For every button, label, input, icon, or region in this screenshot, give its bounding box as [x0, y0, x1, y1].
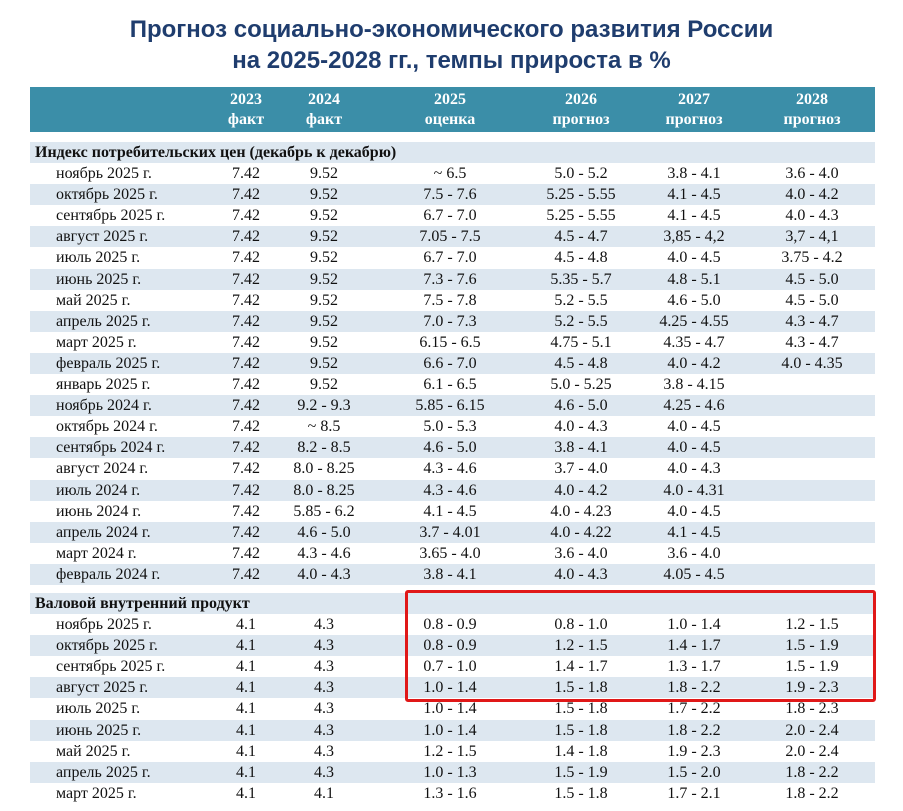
cell-2026: 0.8 - 1.0: [554, 616, 608, 634]
cell-2024: 8.0 - 8.25: [293, 460, 355, 478]
row-label: апрель 2024 г.: [56, 523, 151, 541]
cell-2024: 4.0 - 4.3: [297, 565, 351, 583]
cell-2025: 7.5 - 7.8: [423, 291, 477, 309]
cell-2027: 4.0 - 4.5: [667, 502, 721, 520]
cell-2028: 4.0 - 4.3: [785, 207, 839, 225]
cell-2024: ~ 8.5: [307, 418, 341, 436]
cell-2028: 3.6 - 4.0: [785, 165, 839, 183]
cell-2023: 7.42: [232, 397, 260, 415]
cell-2026: 1.5 - 1.8: [554, 679, 608, 697]
table-row: [30, 269, 875, 290]
cell-2025: 6.7 - 7.0: [423, 249, 477, 267]
cell-2024: 9.52: [310, 228, 338, 246]
cell-2026: 1.5 - 1.8: [554, 784, 608, 802]
cell-2023: 7.42: [232, 165, 260, 183]
column-type: прогноз: [552, 111, 610, 128]
cell-2023: 4.1: [236, 721, 256, 739]
cell-2025: 0.8 - 0.9: [423, 637, 477, 655]
table-row: [30, 416, 875, 437]
cell-2024: 4.3: [314, 700, 334, 718]
cell-2023: 7.42: [232, 439, 260, 457]
cell-2025: 4.1 - 4.5: [423, 502, 477, 520]
table-row: [30, 353, 875, 374]
row-label: май 2025 г.: [56, 291, 131, 309]
cell-2024: 4.6 - 5.0: [297, 523, 351, 541]
cell-2023: 4.1: [236, 637, 256, 655]
row-label: октябрь 2024 г.: [56, 418, 158, 436]
cell-2025: 1.0 - 1.4: [423, 679, 477, 697]
cell-2026: 4.75 - 5.1: [550, 333, 612, 351]
cell-2024: 9.52: [310, 270, 338, 288]
table-row: [30, 332, 875, 353]
cell-2027: 1.4 - 1.7: [667, 637, 721, 655]
cell-2023: 7.42: [232, 228, 260, 246]
cell-2026: 4.5 - 4.8: [554, 354, 608, 372]
cell-2028: 3,7 - 4,1: [785, 228, 839, 246]
cell-2026: 1.4 - 1.7: [554, 658, 608, 676]
table-row: [30, 720, 875, 741]
cell-2024: 4.3: [314, 763, 334, 781]
cell-2028: 1.8 - 2.3: [785, 700, 839, 718]
column-type: факт: [305, 111, 343, 128]
row-label: январь 2025 г.: [56, 376, 151, 394]
cell-2028: 1.2 - 1.5: [785, 616, 839, 634]
cell-2028: 1.9 - 2.3: [785, 679, 839, 697]
table-row: [30, 564, 875, 585]
row-label: июль 2025 г.: [56, 700, 141, 718]
cell-2026: 5.2 - 5.5: [554, 291, 608, 309]
cell-2026: 4.0 - 4.22: [550, 523, 612, 541]
cell-2023: 4.1: [236, 616, 256, 634]
table-row: [30, 247, 875, 268]
column-header-2027: [634, 90, 754, 130]
table-row: [30, 480, 875, 501]
cell-2024: 5.85 - 6.2: [293, 502, 355, 520]
section-gap: [30, 585, 875, 593]
column-header-2024: [279, 90, 369, 130]
table-row: [30, 656, 875, 677]
cell-2025: 1.0 - 1.4: [423, 721, 477, 739]
table-row: [30, 762, 875, 783]
column-year: 2025: [434, 91, 466, 108]
cell-2023: 7.42: [232, 333, 260, 351]
cell-2027: 4.8 - 5.1: [667, 270, 721, 288]
cell-2026: 4.0 - 4.3: [554, 565, 608, 583]
cell-2026: 4.0 - 4.23: [550, 502, 612, 520]
cell-2023: 7.42: [232, 418, 260, 436]
cell-2025: 6.15 - 6.5: [419, 333, 481, 351]
cell-2024: 4.3: [314, 637, 334, 655]
cell-2024: 9.52: [310, 312, 338, 330]
cell-2026: 1.2 - 1.5: [554, 637, 608, 655]
cell-2024: 9.52: [310, 249, 338, 267]
row-label: ноябрь 2024 г.: [56, 397, 152, 415]
table-row: [30, 458, 875, 479]
cell-2026: 4.6 - 5.0: [554, 397, 608, 415]
column-header-2025: [375, 90, 525, 130]
cell-2026: 1.5 - 1.8: [554, 721, 608, 739]
cell-2027: 4.0 - 4.5: [667, 249, 721, 267]
cell-2025: 1.2 - 1.5: [423, 742, 477, 760]
row-label: июнь 2024 г.: [56, 502, 142, 520]
table-row: [30, 783, 875, 804]
cell-2027: 1.8 - 2.2: [667, 721, 721, 739]
cell-2027: 4.0 - 4.5: [667, 439, 721, 457]
table-row: [30, 635, 875, 656]
cell-2025: 1.0 - 1.4: [423, 700, 477, 718]
row-label: сентябрь 2025 г.: [56, 658, 166, 676]
cell-2026: 5.0 - 5.2: [554, 165, 608, 183]
column-year: 2023: [230, 91, 262, 108]
cell-2027: 1.0 - 1.4: [667, 616, 721, 634]
row-label: февраль 2024 г.: [56, 565, 161, 583]
cell-2024: 4.1: [314, 784, 334, 802]
section-title: Валовой внутренний продукт: [35, 594, 250, 612]
cell-2023: 7.42: [232, 544, 260, 562]
cell-2026: 1.5 - 1.9: [554, 763, 608, 781]
cell-2028: 2.0 - 2.4: [785, 721, 839, 739]
cell-2023: 7.42: [232, 207, 260, 225]
cell-2028: 4.3 - 4.7: [785, 333, 839, 351]
row-label: сентябрь 2024 г.: [56, 439, 166, 457]
cell-2025: ~ 6.5: [433, 165, 467, 183]
cell-2028: 1.5 - 1.9: [785, 658, 839, 676]
cell-2024: 9.52: [310, 291, 338, 309]
page-title: [0, 14, 903, 76]
table-row: [30, 395, 875, 416]
cell-2025: 3.8 - 4.1: [423, 565, 477, 583]
cell-2024: 8.2 - 8.5: [297, 439, 351, 457]
column-year: 2028: [796, 91, 828, 108]
cell-2023: 7.42: [232, 502, 260, 520]
cell-2028: 4.5 - 5.0: [785, 270, 839, 288]
cell-2027: 3,85 - 4,2: [663, 228, 725, 246]
cell-2026: 1.4 - 1.8: [554, 742, 608, 760]
cell-2027: 1.9 - 2.3: [667, 742, 721, 760]
cell-2024: 8.0 - 8.25: [293, 481, 355, 499]
cell-2025: 6.7 - 7.0: [423, 207, 477, 225]
cell-2026: 5.25 - 5.55: [546, 207, 616, 225]
row-label: июль 2024 г.: [56, 481, 141, 499]
cell-2025: 3.7 - 4.01: [419, 523, 481, 541]
row-label: март 2025 г.: [56, 333, 137, 351]
table-header: [30, 87, 875, 132]
cell-2026: 4.0 - 4.3: [554, 418, 608, 436]
table-row: [30, 501, 875, 522]
column-header-2028: [752, 90, 872, 130]
table-row: [30, 698, 875, 719]
cell-2023: 4.1: [236, 700, 256, 718]
table-row: [30, 290, 875, 311]
row-label: август 2024 г.: [56, 460, 149, 478]
cell-2023: 7.42: [232, 460, 260, 478]
row-label: февраль 2025 г.: [56, 354, 161, 372]
cell-2027: 1.3 - 1.7: [667, 658, 721, 676]
cell-2027: 4.1 - 4.5: [667, 207, 721, 225]
cell-2023: 4.1: [236, 679, 256, 697]
cell-2025: 0.8 - 0.9: [423, 616, 477, 634]
cell-2028: 1.8 - 2.2: [785, 784, 839, 802]
table-row: [30, 374, 875, 395]
table-row: [30, 163, 875, 184]
cell-2023: 7.42: [232, 270, 260, 288]
cell-2027: 4.1 - 4.5: [667, 523, 721, 541]
cell-2025: 6.6 - 7.0: [423, 354, 477, 372]
row-label: март 2025 г.: [56, 784, 137, 802]
cell-2028: 4.0 - 4.2: [785, 186, 839, 204]
cell-2027: 1.5 - 2.0: [667, 763, 721, 781]
cell-2023: 7.42: [232, 186, 260, 204]
cell-2023: 4.1: [236, 742, 256, 760]
column-year: 2027: [678, 91, 710, 108]
cell-2028: 2.0 - 2.4: [785, 742, 839, 760]
table-row: [30, 205, 875, 226]
cell-2023: 7.42: [232, 291, 260, 309]
cell-2023: 4.1: [236, 763, 256, 781]
cell-2026: 5.25 - 5.55: [546, 186, 616, 204]
cell-2026: 3.8 - 4.1: [554, 439, 608, 457]
cell-2026: 5.2 - 5.5: [554, 312, 608, 330]
row-label: май 2025 г.: [56, 742, 131, 760]
row-label: апрель 2025 г.: [56, 763, 151, 781]
cell-2024: 4.3: [314, 658, 334, 676]
row-label: июль 2025 г.: [56, 249, 141, 267]
cell-2027: 4.0 - 4.2: [667, 354, 721, 372]
cell-2024: 4.3: [314, 742, 334, 760]
table-row: [30, 522, 875, 543]
row-label: октябрь 2025 г.: [56, 637, 158, 655]
cell-2025: 4.6 - 5.0: [423, 439, 477, 457]
cell-2026: 5.35 - 5.7: [550, 270, 612, 288]
row-label: август 2025 г.: [56, 228, 149, 246]
cell-2024: 4.3: [314, 679, 334, 697]
cell-2024: 9.52: [310, 165, 338, 183]
cell-2025: 0.7 - 1.0: [423, 658, 477, 676]
cell-2027: 1.7 - 2.2: [667, 700, 721, 718]
table-row: [30, 226, 875, 247]
cell-2027: 3.8 - 4.1: [667, 165, 721, 183]
cell-2026: 4.5 - 4.8: [554, 249, 608, 267]
cell-2028: 1.8 - 2.2: [785, 763, 839, 781]
column-year: 2026: [565, 91, 597, 108]
cell-2026: 4.0 - 4.2: [554, 481, 608, 499]
cell-2027: 4.0 - 4.5: [667, 418, 721, 436]
row-label: июнь 2025 г.: [56, 721, 142, 739]
row-label: ноябрь 2025 г.: [56, 165, 152, 183]
cell-2027: 4.35 - 4.7: [663, 333, 725, 351]
section-header: [30, 142, 875, 163]
cell-2027: 4.6 - 5.0: [667, 291, 721, 309]
cell-2025: 7.5 - 7.6: [423, 186, 477, 204]
column-type: прогноз: [783, 111, 841, 128]
cell-2023: 7.42: [232, 565, 260, 583]
title-line-1: Прогноз социально-экономического развития России: [129, 16, 774, 43]
cell-2027: 4.25 - 4.55: [659, 312, 729, 330]
cell-2025: 4.3 - 4.6: [423, 460, 477, 478]
cell-2025: 4.3 - 4.6: [423, 481, 477, 499]
cell-2028: 1.5 - 1.9: [785, 637, 839, 655]
cell-2024: 4.3: [314, 721, 334, 739]
cell-2024: 9.2 - 9.3: [297, 397, 351, 415]
cell-2027: 4.25 - 4.6: [663, 397, 725, 415]
cell-2027: 4.0 - 4.31: [663, 481, 725, 499]
cell-2028: 4.0 - 4.35: [781, 354, 843, 372]
column-type: прогноз: [665, 111, 723, 128]
column-type: оценка: [424, 111, 476, 128]
cell-2026: 3.6 - 4.0: [554, 544, 608, 562]
cell-2026: 5.0 - 5.25: [550, 376, 612, 394]
table-row: [30, 614, 875, 635]
section-header: [30, 593, 875, 614]
row-label: август 2025 г.: [56, 679, 149, 697]
cell-2023: 7.42: [232, 249, 260, 267]
row-label: апрель 2025 г.: [56, 312, 151, 330]
cell-2025: 5.85 - 6.15: [415, 397, 485, 415]
cell-2027: 4.05 - 4.5: [663, 565, 725, 583]
cell-2024: 4.3: [314, 616, 334, 634]
row-label: сентябрь 2025 г.: [56, 207, 166, 225]
cell-2027: 1.8 - 2.2: [667, 679, 721, 697]
cell-2025: 1.0 - 1.3: [423, 763, 477, 781]
cell-2028: 4.3 - 4.7: [785, 312, 839, 330]
cell-2024: 9.52: [310, 207, 338, 225]
cell-2028: 3.75 - 4.2: [781, 249, 843, 267]
cell-2028: 4.5 - 5.0: [785, 291, 839, 309]
cell-2023: 4.1: [236, 658, 256, 676]
cell-2027: 3.8 - 4.15: [663, 376, 725, 394]
cell-2025: 7.05 - 7.5: [419, 228, 481, 246]
cell-2024: 9.52: [310, 186, 338, 204]
row-label: июнь 2025 г.: [56, 270, 142, 288]
table-row: [30, 677, 875, 698]
cell-2027: 1.7 - 2.1: [667, 784, 721, 802]
cell-2026: 4.5 - 4.7: [554, 228, 608, 246]
cell-2024: 9.52: [310, 354, 338, 372]
row-label: март 2024 г.: [56, 544, 137, 562]
cell-2025: 7.0 - 7.3: [423, 312, 477, 330]
column-type: факт: [227, 111, 265, 128]
cell-2023: 7.42: [232, 523, 260, 541]
cell-2023: 7.42: [232, 376, 260, 394]
cell-2023: 7.42: [232, 354, 260, 372]
cell-2026: 3.7 - 4.0: [554, 460, 608, 478]
cell-2025: 6.1 - 6.5: [423, 376, 477, 394]
table-row: [30, 741, 875, 762]
title-line-2: на 2025-2028 гг., темпы прироста в %: [232, 47, 671, 74]
column-header-2026: [516, 90, 646, 130]
table-row: [30, 437, 875, 458]
table-row: [30, 543, 875, 564]
row-label: ноябрь 2025 г.: [56, 616, 152, 634]
cell-2027: 3.6 - 4.0: [667, 544, 721, 562]
cell-2025: 7.3 - 7.6: [423, 270, 477, 288]
forecast-table: [30, 142, 875, 804]
cell-2025: 1.3 - 1.6: [423, 784, 477, 802]
section-title: Индекс потребительских цен (декабрь к декабрю): [35, 144, 397, 161]
cell-2027: 4.0 - 4.3: [667, 460, 721, 478]
cell-2025: 3.65 - 4.0: [419, 544, 481, 562]
cell-2023: 7.42: [232, 312, 260, 330]
cell-2024: 9.52: [310, 376, 338, 394]
table-row: [30, 311, 875, 332]
column-header-2023: [206, 90, 286, 130]
column-year: 2024: [308, 91, 340, 108]
cell-2023: 7.42: [232, 481, 260, 499]
cell-2027: 4.1 - 4.5: [667, 186, 721, 204]
table-row: [30, 184, 875, 205]
cell-2024: 9.52: [310, 333, 338, 351]
row-label: октябрь 2025 г.: [56, 186, 158, 204]
cell-2026: 1.5 - 1.8: [554, 700, 608, 718]
cell-2023: 4.1: [236, 784, 256, 802]
cell-2024: 4.3 - 4.6: [297, 544, 351, 562]
cell-2025: 5.0 - 5.3: [423, 418, 477, 436]
